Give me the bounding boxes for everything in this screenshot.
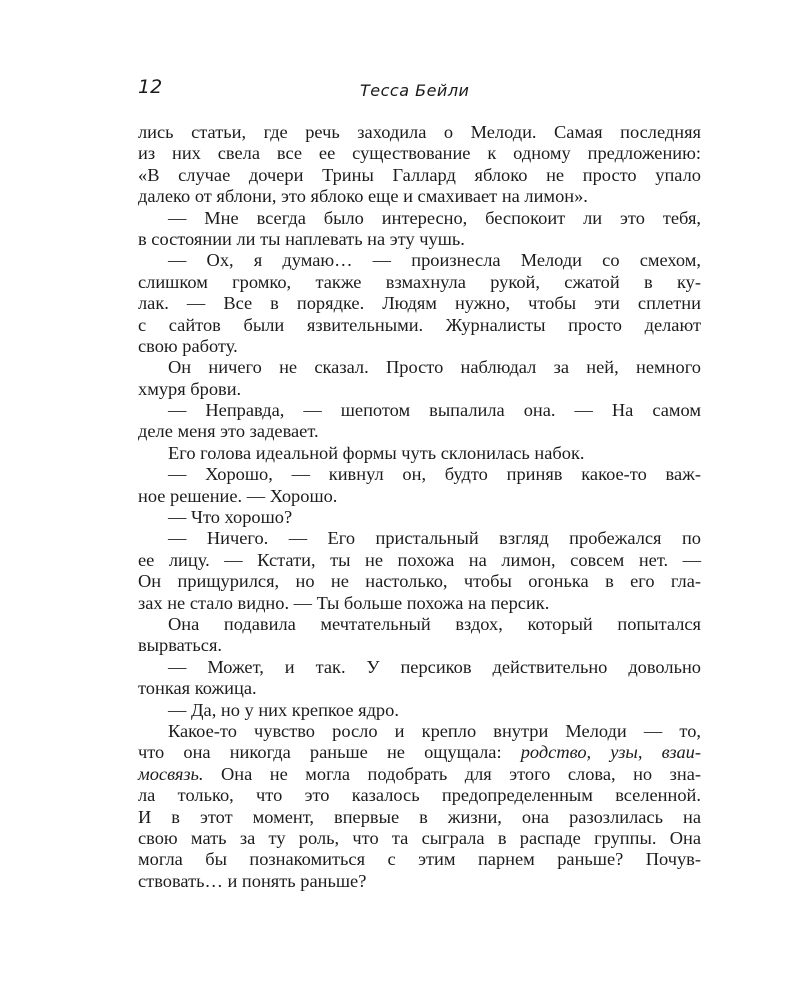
text-line: — Неправда, — шепотом выпалила она. — На самом	[168, 400, 701, 421]
text-line: — Ничего. — Его пристальный взгляд пробежался по	[168, 528, 701, 549]
text-line: ла только, что это казалось предопределенным вселенной.	[138, 785, 701, 806]
text-line: в состоянии ли ты наплевать на эту чушь.	[138, 228, 465, 249]
text-line: — Хорошо, — кивнул он, будто приняв какое-то важ-	[168, 464, 701, 485]
text-line: — Может, и так. У персиков действительно довольно	[168, 656, 701, 677]
running-head-author: Тесса Бейли	[360, 81, 470, 100]
text-line: свою работу.	[138, 335, 238, 356]
text-line: лак. — Все в порядке. Людям нужно, чтобы эти сплетни	[138, 293, 701, 314]
text-line: ствовать… и понять раньше?	[138, 870, 367, 891]
text-line-mixed	[138, 742, 701, 763]
italic-text: родство, узы, взаи-	[520, 742, 702, 763]
body-text	[138, 122, 701, 892]
text-run: Она не могла подобрать для этого слова, но зна-	[203, 763, 701, 784]
text-line: зах не стало видно. — Ты больше похожа на персик.	[138, 592, 550, 613]
text-line: деле меня это задевает.	[138, 421, 319, 442]
text-line: хмуря брови.	[138, 378, 242, 399]
text-line: тонкая кожица.	[138, 678, 257, 699]
text-line: вырваться.	[138, 635, 223, 656]
text-line: с сайтов были язвительными. Журналисты просто делают	[138, 314, 701, 335]
text-line: могла бы познакомиться с этим парнем раньше? Почув-	[138, 849, 701, 870]
text-line: Он прищурился, но не настолько, чтобы огонька в его гла-	[138, 571, 701, 592]
text-line: ее лицу. — Кстати, ты не похожа на лимон, совсем нет. —	[138, 549, 701, 570]
text-line: — Мне всегда было интересно, беспокоит ли это тебя,	[168, 207, 701, 228]
text-line: слишком громко, также взмахнула рукой, сжатой в ку-	[138, 271, 701, 292]
page-number: 12	[138, 76, 163, 98]
text-line: ное решение. — Хорошо.	[138, 485, 338, 506]
text-line: далеко от яблони, это яблоко еще и смахивает на лимон».	[138, 186, 588, 207]
text-line: свою мать за ту роль, что та сыграла в распаде группы. Она	[138, 827, 701, 848]
text-run: что она никогда раньше не ощущала:	[138, 742, 521, 763]
text-line: — Да, но у них крепкое ядро.	[168, 699, 399, 720]
text-line: Она подавила мечтательный вздох, который попытался	[168, 613, 701, 634]
text-line: И в этот момент, впервые в жизни, она разозлилась на	[138, 806, 701, 827]
text-line: лись статьи, где речь заходила о Мелоди. Самая последняя	[138, 122, 701, 142]
page-header	[138, 76, 698, 104]
text-line: Его голова идеальной формы чуть склонилась набок.	[168, 442, 585, 463]
italic-text: мосвязь.	[138, 763, 204, 784]
text-line: — Что хорошо?	[168, 507, 293, 528]
text-line: Он ничего не сказал. Просто наблюдал за ней, немного	[168, 357, 701, 378]
text-line: из них свела все ее существование к одному предложению:	[138, 143, 701, 164]
text-line: «В случае дочери Трины Галлард яблоко не просто упало	[138, 164, 701, 185]
text-line: — Ох, я думаю… — произнесла Мелоди со смехом,	[168, 250, 701, 271]
text-line-mixed	[138, 764, 701, 785]
text-line: Какое-то чувство росло и крепло внутри Мелоди — то,	[168, 720, 701, 741]
